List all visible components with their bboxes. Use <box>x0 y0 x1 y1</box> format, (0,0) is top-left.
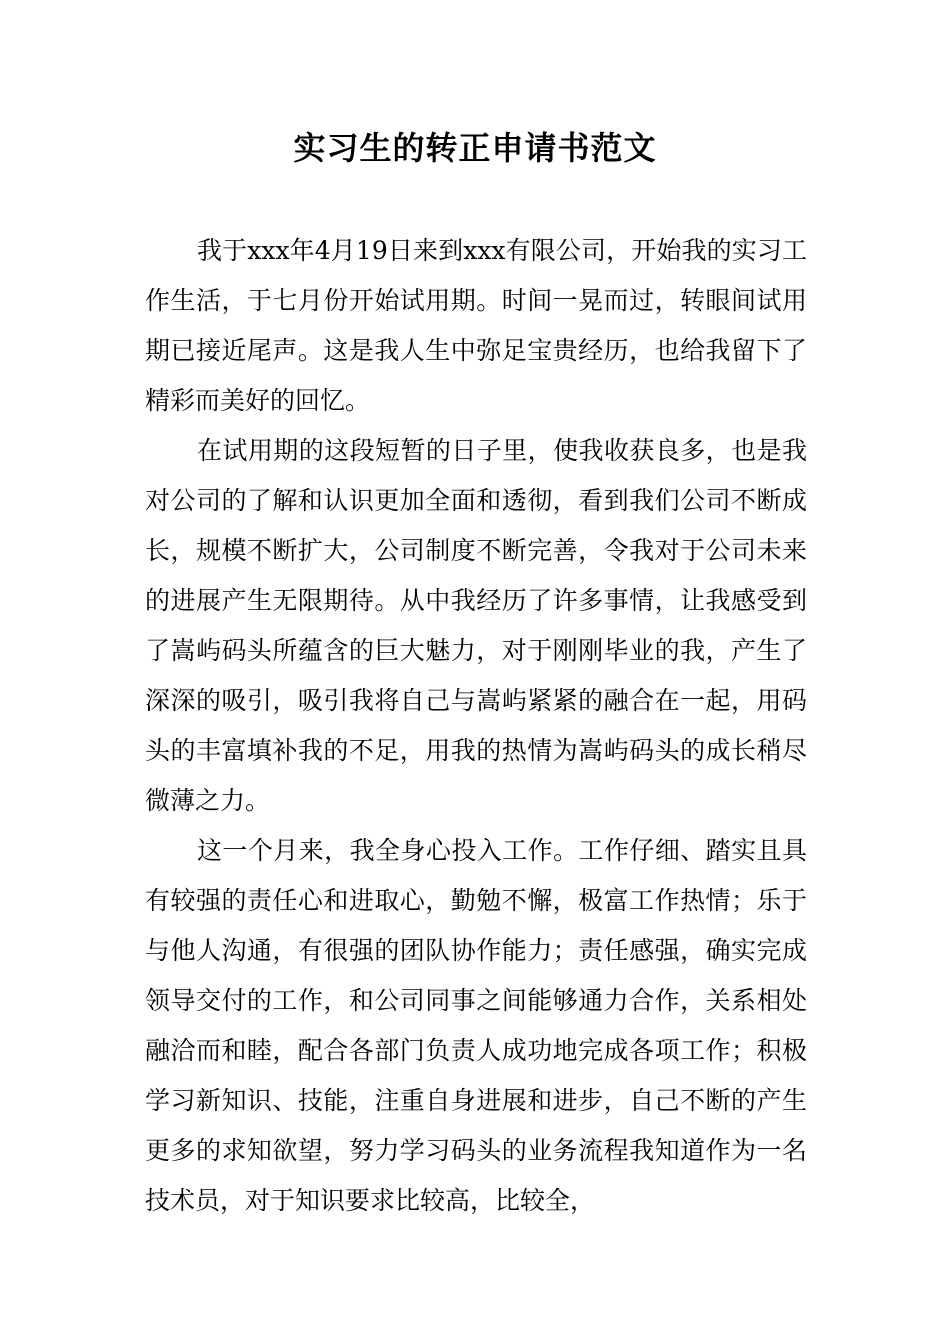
document-body <box>145 226 807 1226</box>
paragraph-1: 我于xxx年4月19日来到xxx有限公司，开始我的实习工作生活，于七月份开始试用期。时间一晃而过，转眼间试用期已接近尾声。这是我人生中弥足宝贵经历，也给我留下了精彩而美好的回忆。 <box>145 236 807 415</box>
document-title: 实习生的转正申请书范文 <box>293 129 657 167</box>
paragraph-3: 这一个月来，我全身心投入工作。工作仔细、踏实且具有较强的责任心和进取心，勤勉不懈，极富工作热情；乐于与他人沟通，有很强的团队协作能力；责任感强，确实完成领导交付的工作，和公司同事之间能够通力合作，关系相处融洽而和睦，配合各部门负责人成功地完成各项工作；积极学习新知识、技能，注重自身进展和进步，自己不断的产生更多的求知欲望，努力学习码头的业务流程我知道作为一名技术员，对于知识要求比较高，比较全， <box>145 836 807 1215</box>
paragraph-2: 在试用期的这段短暂的日子里，使我收获良多，也是我对公司的了解和认识更加全面和透彻，看到我们公司不断成长，规模不断扩大，公司制度不断完善，令我对于公司未来的进展产生无限期待。从中我经历了许多事情，让我感受到了嵩屿码头所蕴含的巨大魅力，对于刚刚毕业的我，产生了深深的吸引，吸引我将自己与嵩屿紧紧的融合在一起，用码头的丰富填补我的不足，用我的热情为嵩屿码头的成长稍尽微薄之力。 <box>145 436 807 815</box>
